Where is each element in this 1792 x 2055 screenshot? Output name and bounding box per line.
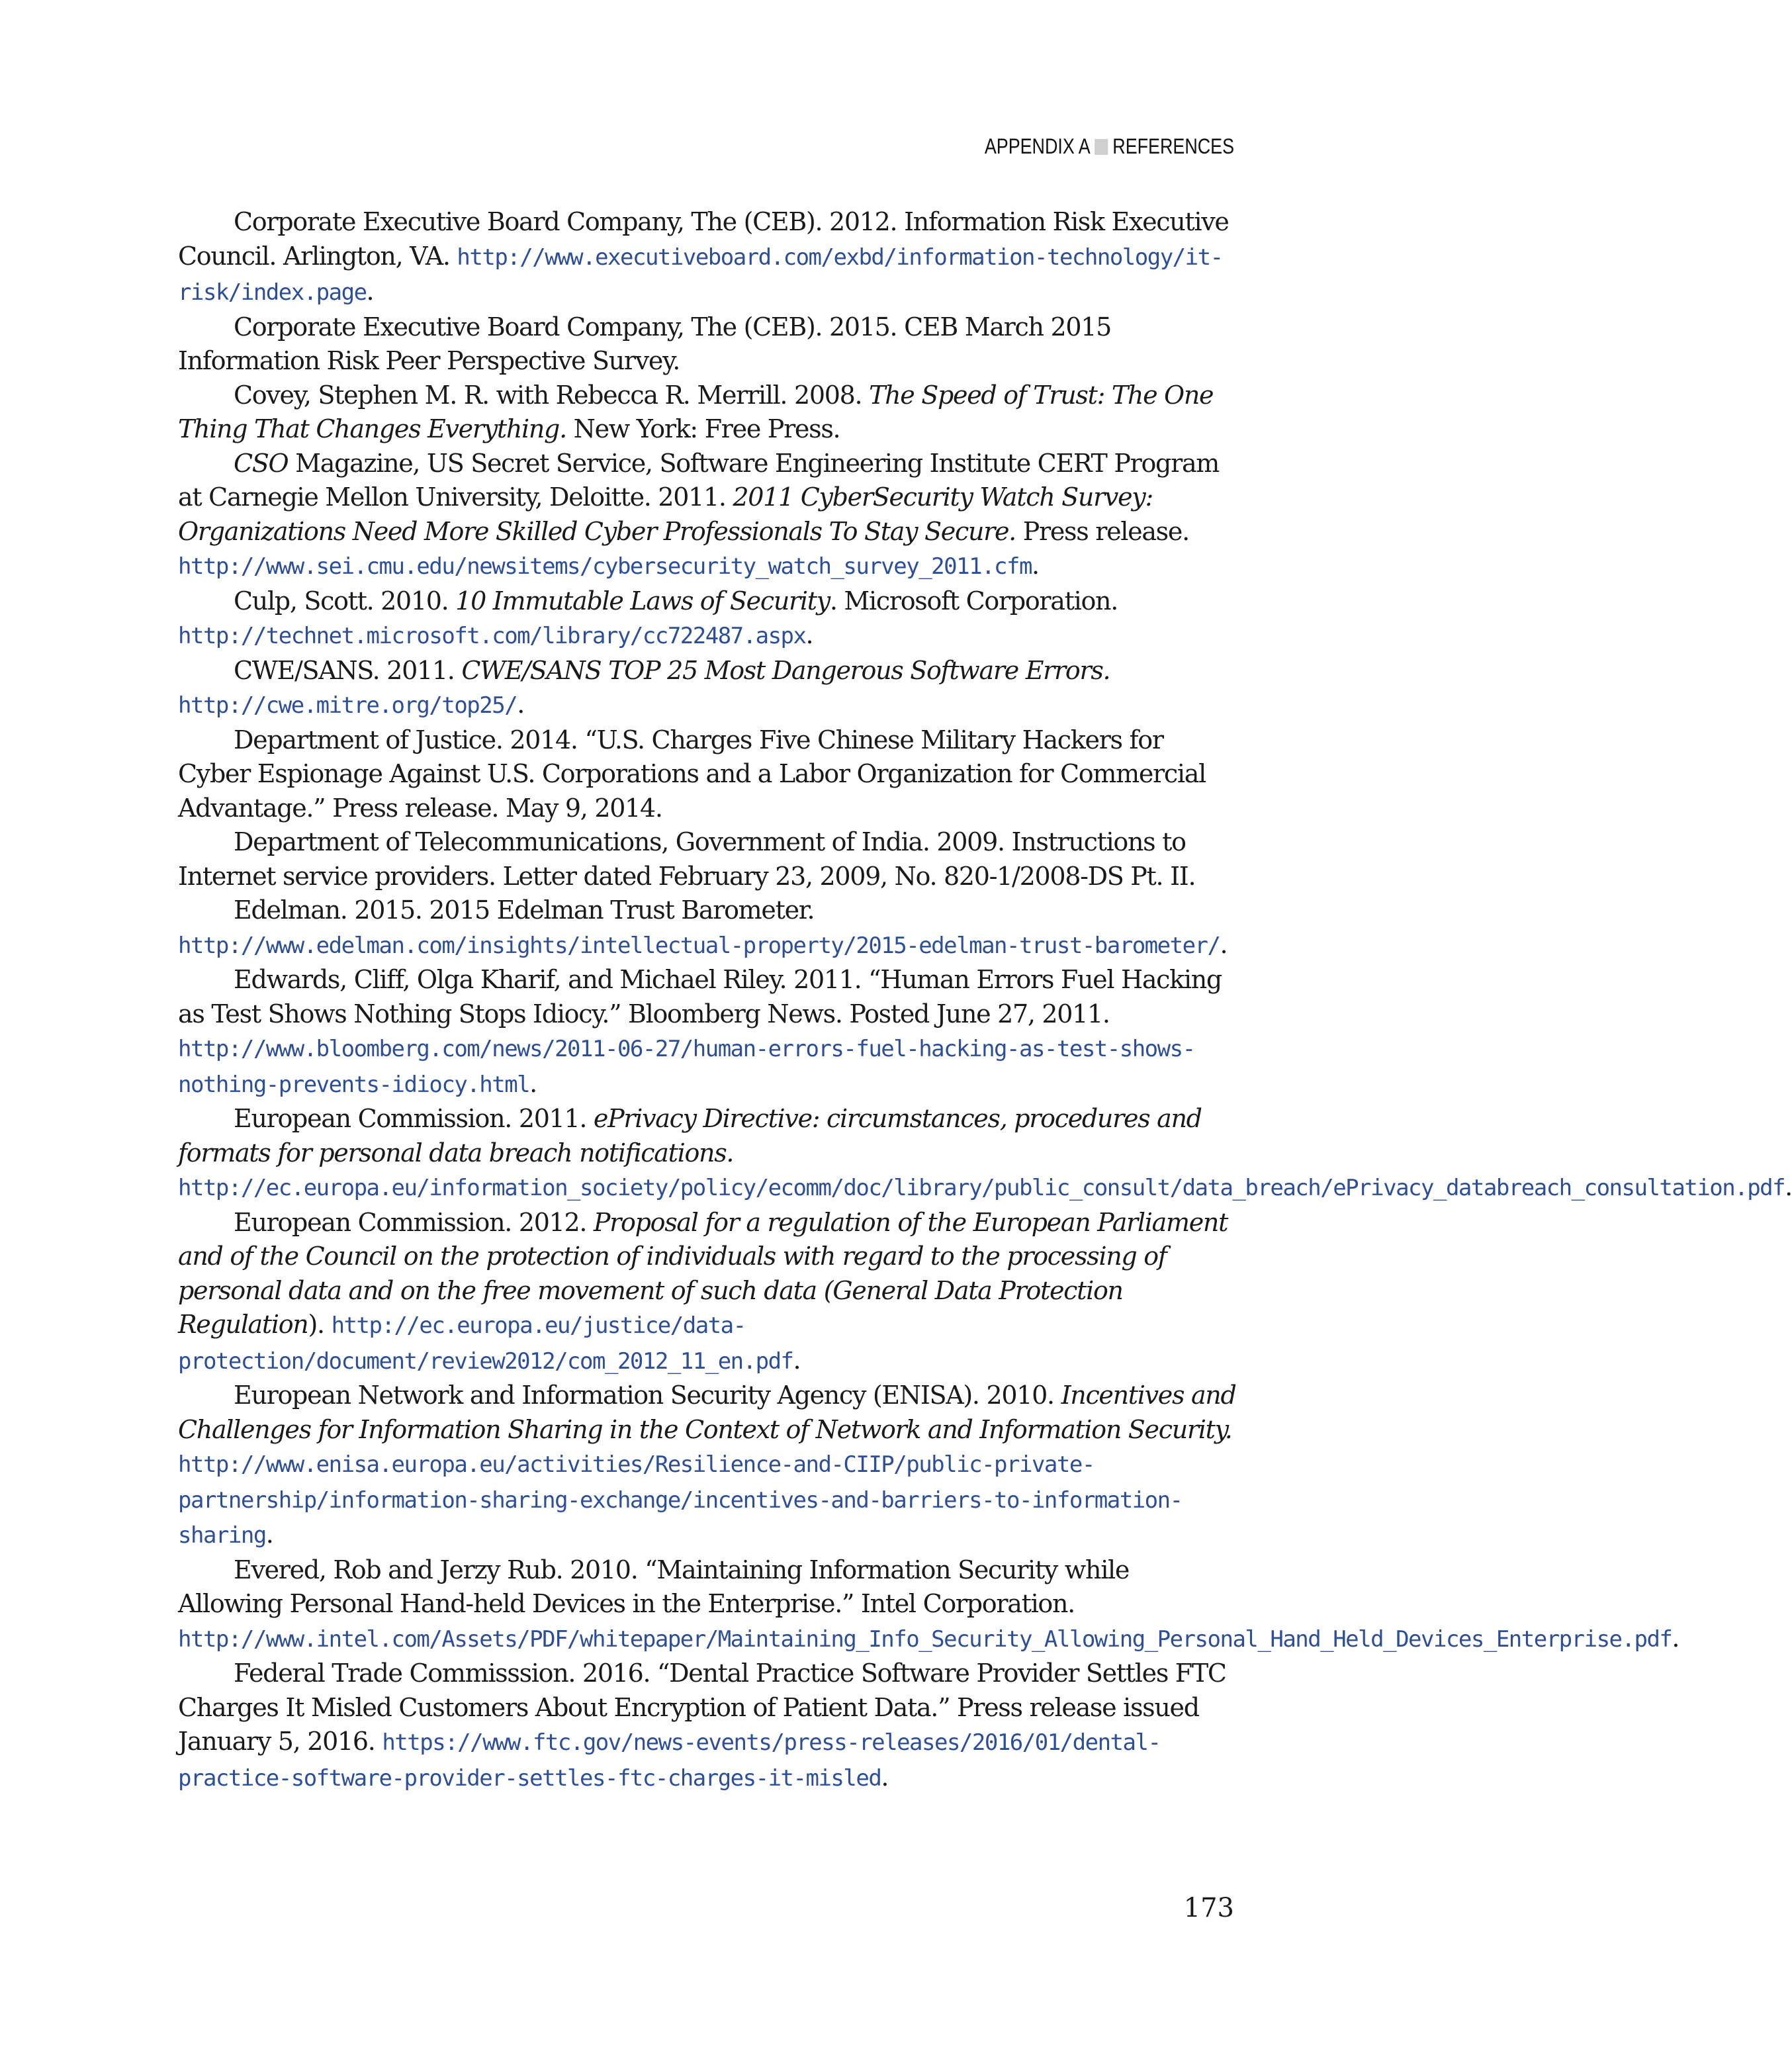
page-number: 173 bbox=[1183, 1893, 1234, 1923]
reference-text: Edelman. 2015. 2015 Edelman Trust Barometer. bbox=[234, 895, 815, 925]
reference-text: . bbox=[529, 1068, 537, 1098]
reference-entry bbox=[178, 963, 1237, 1102]
reference-title-italic: CWE/SANS TOP 25 Most Dangerous Software Errors. bbox=[461, 655, 1110, 685]
reference-text: ). bbox=[308, 1310, 332, 1339]
reference-entry bbox=[178, 1102, 1792, 1206]
reference-entry bbox=[178, 447, 1237, 584]
reference-entry bbox=[178, 584, 1237, 654]
reference-entry bbox=[178, 654, 1237, 723]
reference-url-link[interactable]: http://technet.microsoft.com/library/cc722487.aspx bbox=[178, 623, 806, 649]
reference-text: Covey, Stephen M. R. with Rebecca R. Merrill. 2008. bbox=[234, 380, 870, 410]
reference-url-link[interactable]: http://ec.europa.eu/justice/data-protection/document/review2012/com_2012_11_en.pdf bbox=[178, 1312, 793, 1375]
reference-url-link[interactable]: http://cwe.mitre.org/top25/ bbox=[178, 692, 517, 719]
reference-text: . bbox=[1031, 551, 1039, 580]
reference-url-link[interactable]: http://ec.europa.eu/information_society/policy/ecomm/doc/library/public_consult/data_breach/ePrivacy_databreach_consultation.pdf bbox=[178, 1175, 1785, 1201]
reference-url-link[interactable]: http://www.edelman.com/insights/intellectual-property/2015-edelman-trust-barometer/ bbox=[178, 932, 1220, 959]
reference-text: . bbox=[793, 1345, 801, 1375]
reference-text: . Microsoft Corporation. bbox=[829, 586, 1118, 616]
reference-title-italic: The Speed of Trust: The One Thing That Changes Everything. bbox=[178, 380, 1214, 443]
reference-text: Edwards, Cliff, Olga Kharif, and Michael Riley. 2011. “Human Errors Fuel Hacking as Test Shows Nothing Stops Idiocy.” Bloomberg News. Posted June 27, 2011. bbox=[178, 965, 1222, 1028]
reference-text: New York: Free Press. bbox=[566, 414, 840, 443]
reference-text: European Commission. 2011. bbox=[234, 1104, 594, 1133]
reference-text: CWE/SANS. 2011. bbox=[234, 655, 462, 685]
reference-entry bbox=[178, 1379, 1237, 1553]
reference-text: Department of Justice. 2014. “U.S. Charges Five Chinese Military Hackers for Cyber Espionage Against U.S. Corporations and a Labor Organization for Commercial Advantage.” Press release. May 9, 2014. bbox=[178, 725, 1206, 823]
reference-text: . bbox=[1785, 1172, 1792, 1201]
reference-text: Press release. bbox=[1015, 516, 1189, 546]
reference-entry bbox=[178, 723, 1237, 826]
reference-list bbox=[178, 205, 1792, 1796]
reference-title-italic: CSO bbox=[234, 448, 289, 478]
reference-entry bbox=[178, 205, 1237, 310]
reference-url-link[interactable]: http://www.sei.cmu.edu/newsitems/cybersecurity_watch_survey_2011.cfm bbox=[178, 553, 1032, 580]
reference-text: Federal Trade Commisssion. 2016. “Dental Practice Software Provider Settles FTC Charges It Misled Customers About Encryption of Patient Data.” Press release issued January 5, 2016. bbox=[178, 1659, 1226, 1756]
reference-title-italic: 2011 CyberSecurity Watch Survey: Organizations Need More Skilled Cyber Professionals To Stay Secure. bbox=[178, 482, 1153, 546]
reference-text: . bbox=[881, 1762, 889, 1792]
reference-text: Evered, Rob and Jerzy Rub. 2010. “Maintaining Information Security while Allowing Personal Hand-held Devices in the Enterprise.” Intel Corporation. bbox=[178, 1555, 1130, 1618]
reference-text: . bbox=[1220, 929, 1228, 959]
reference-url-link[interactable]: http://www.executiveboard.com/exbd/information-technology/it-risk/index.page bbox=[178, 244, 1223, 306]
reference-title-italic: Proposal for a regulation of the European Parliament and of the Council on the protection of individuals with regard to the processing of personal data and on the free movement of such data (General Data Protection Regulation bbox=[178, 1207, 1228, 1339]
header-chapter-label: REFERENCES bbox=[1112, 134, 1234, 158]
reference-entry bbox=[178, 379, 1237, 447]
reference-entry bbox=[178, 1206, 1237, 1379]
reference-url-link[interactable]: http://www.intel.com/Assets/PDF/whitepaper/Maintaining_Info_Security_Allowing_Personal_Hand_Held_Devices_Enterprise.pdf bbox=[178, 1625, 1672, 1653]
reference-text: European Network and Information Security Agency (ENISA). 2010. bbox=[234, 1381, 1061, 1410]
reference-url-link[interactable]: http://www.bloomberg.com/news/2011-06-27/human-errors-fuel-hacking-as-test-shows-nothing-prevents-idiocy.html bbox=[178, 1036, 1195, 1098]
header-section-label: APPENDIX A bbox=[984, 134, 1091, 158]
reference-entry bbox=[178, 825, 1237, 893]
reference-entry bbox=[178, 1553, 1680, 1657]
reference-text: Corporate Executive Board Company, The (CEB). 2015. CEB March 2015 Information Risk Peer Perspective Survey. bbox=[178, 312, 1111, 375]
reference-text: Culp, Scott. 2010. bbox=[234, 586, 456, 616]
running-header bbox=[985, 134, 1234, 159]
header-separator-square bbox=[1095, 139, 1108, 155]
reference-text: . bbox=[805, 620, 813, 649]
reference-url-link[interactable]: http://www.enisa.europa.eu/activities/Resilience-and-CIIP/public-private-partnership/information-sharing-exchange/incentives-and-barriers-to-information-sharing bbox=[178, 1451, 1183, 1549]
reference-entry bbox=[178, 310, 1237, 379]
reference-text: . bbox=[1672, 1623, 1680, 1653]
reference-title-italic: Incentives and Challenges for Information Sharing in the Context of Network and Information Security. bbox=[178, 1381, 1236, 1444]
reference-entry bbox=[178, 893, 1237, 963]
reference-title-italic: ePrivacy Directive: circumstances, procedures and formats for personal data breach notifications. bbox=[178, 1104, 1202, 1167]
reference-text: Corporate Executive Board Company, The (CEB). 2012. Information Risk Executive Council. Arlington, VA. bbox=[178, 207, 1229, 271]
reference-text: . bbox=[366, 277, 374, 306]
reference-entry bbox=[178, 1657, 1237, 1796]
reference-text: European Commission. 2012. bbox=[234, 1207, 594, 1237]
reference-title-italic: 10 Immutable Laws of Security bbox=[455, 586, 830, 616]
reference-text: Magazine, US Secret Service, Software Engineering Institute CERT Program at Carnegie Mellon University, Deloitte. 2011. bbox=[178, 448, 1220, 512]
reference-text: . bbox=[517, 690, 524, 719]
reference-text: Department of Telecommunications, Government of India. 2009. Instructions to Internet service providers. Letter dated February 23, 2009, No. 820-1/2008-DS Pt. II. bbox=[178, 827, 1196, 891]
reference-url-link[interactable]: https://www.ftc.gov/news-events/press-releases/2016/01/dental-practice-software-provider-settles-ftc-charges-it-misled bbox=[178, 1729, 1161, 1792]
reference-text: . bbox=[265, 1520, 273, 1549]
